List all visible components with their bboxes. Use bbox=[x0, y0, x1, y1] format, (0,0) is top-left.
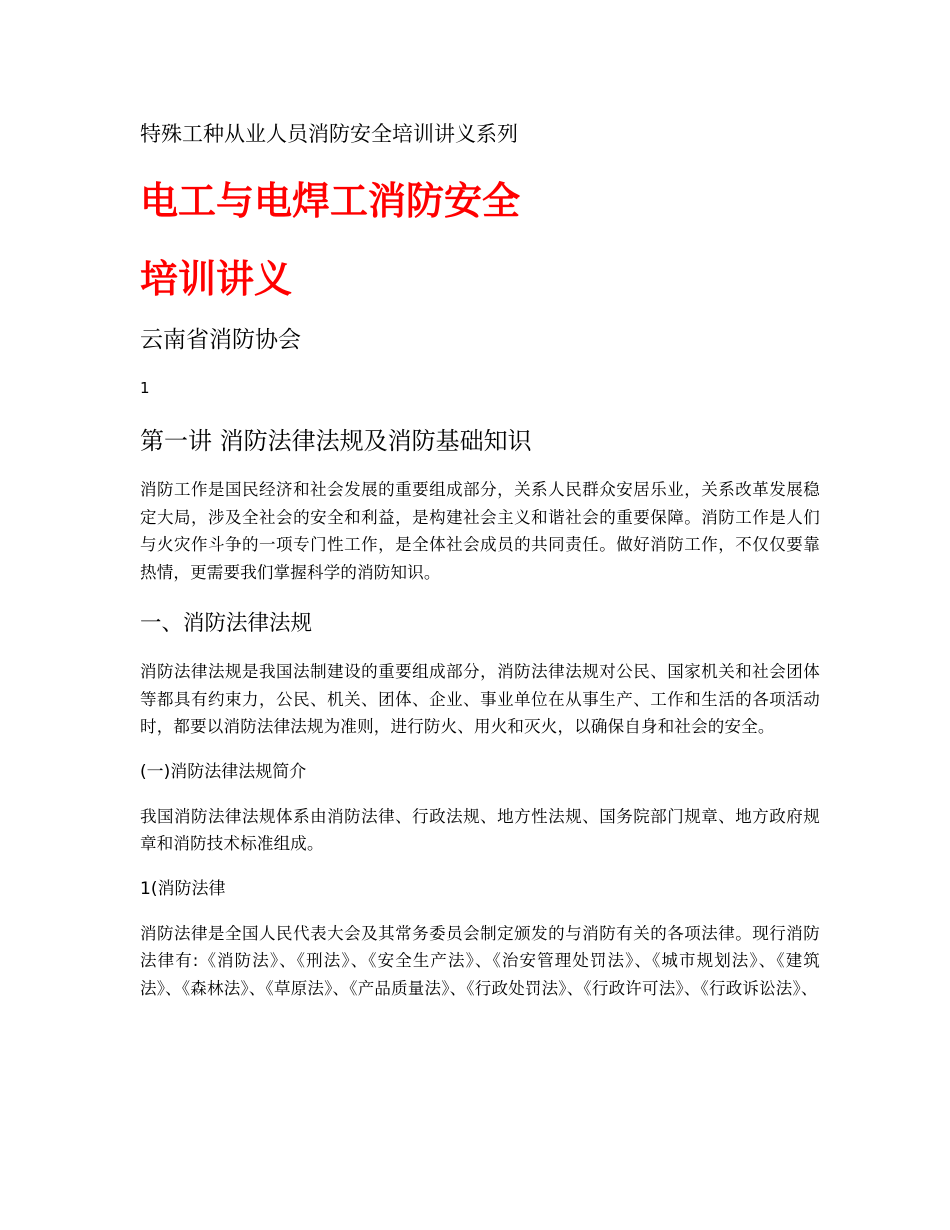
main-title-line2: 培训讲义 bbox=[140, 257, 293, 301]
section-paragraph: 消防法律法规是我国法制建设的重要组成部分，消防法律法规对公民、国家机关和社会团体等都具有约束力，公民、机关、团体、企业、事业单位在从事生产、工作和生活的各项活动时，都要以消防法律法规为准则，进行防火、用火和灭火，以确保自身和社会的安全。 bbox=[140, 662, 820, 736]
lecture-heading: 第一讲 消防法律法规及消防基础知识 bbox=[140, 427, 532, 455]
subsection-paragraph: 我国消防法律法规体系由消防法律、行政法规、地方性法规、国务院部门规章、地方政府规章和消防技术标准组成。 bbox=[140, 806, 820, 853]
document-body bbox=[140, 118, 820, 1002]
subsection-heading: (一)消防法律法规简介 bbox=[140, 761, 307, 782]
page-number: 1 bbox=[140, 379, 150, 397]
organization-name: 云南省消防协会 bbox=[140, 327, 301, 353]
main-title-line1: 电工与电焊工消防安全 bbox=[140, 179, 521, 223]
item-heading: 1(消防法律 bbox=[140, 878, 226, 899]
series-title: 特殊工种从业人员消防安全培训讲义系列 bbox=[140, 122, 518, 146]
item-paragraph: 消防法律是全国人民代表大会及其常务委员会制定颁发的与消防有关的各项法律。现行消防法律有:《消防法》、《刑法》、《安全生产法》、《治安管理处罚法》、《城市规划法》、《建筑法》、《森林法》、《草原法》、《产品质量法》、《行政处罚法》、《行政许可法》、《行政诉讼法》、 bbox=[140, 923, 820, 998]
section-heading: 一、消防法律法规 bbox=[140, 611, 313, 636]
intro-paragraph: 消防工作是国民经济和社会发展的重要组成部分，关系人民群众安居乐业，关系改革发展稳定大局，涉及全社会的安全和利益，是构建社会主义和谐社会的重要保障。消防工作是人们与火灾作斗争的一项专门性工作，是全体社会成员的共同责任。做好消防工作，不仅仅要靠热情，更需要我们掌握科学的消防知识。 bbox=[140, 480, 820, 582]
